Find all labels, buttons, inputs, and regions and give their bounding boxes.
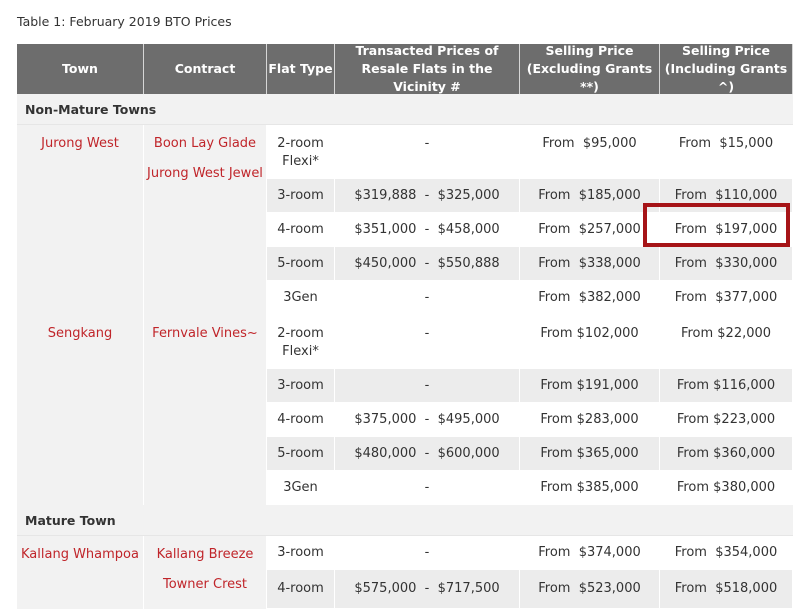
header-contract: Contract	[144, 44, 267, 94]
selling-incl-cell: From $197,000	[660, 213, 793, 247]
section-label: Non-Mature Towns	[17, 94, 793, 125]
flat-type-cell: 4-room	[267, 403, 335, 437]
bto-price-table	[17, 44, 793, 616]
contract-name: Jurong West Jewel	[147, 166, 263, 181]
flat-type-cell: 2-room Flexi*	[267, 125, 335, 179]
flat-type-cell: 3Gen	[267, 471, 335, 505]
resale-price-cell: $319,888 - $325,000	[335, 179, 520, 213]
resale-price-cell: -	[335, 471, 520, 505]
selling-incl-cell: From $15,000	[660, 125, 793, 179]
resale-price-cell: $450,000 - $550,888	[335, 247, 520, 281]
selling-excl-cell: From $283,000	[520, 403, 660, 437]
selling-incl-cell: From $354,000	[660, 536, 793, 570]
selling-excl-cell: From $365,000	[520, 437, 660, 471]
contract-name: Boon Lay Glade	[153, 136, 257, 151]
selling-incl-cell: From $518,000	[660, 570, 793, 609]
selling-incl-cell: From $22,000	[660, 315, 793, 369]
selling-incl-cell: From $110,000	[660, 179, 793, 213]
header-town: Town	[17, 44, 144, 94]
flat-type-cell: 3Gen	[267, 281, 335, 315]
resale-price-cell: $351,000 - $458,000	[335, 213, 520, 247]
selling-incl-cell: From $116,000	[660, 369, 793, 403]
selling-incl-cell: From $360,000	[660, 437, 793, 471]
table-caption: Table 1: February 2019 BTO Prices	[17, 14, 232, 29]
header-resale-prices: Transacted Prices of Resale Flats in the Vicinity #	[335, 44, 520, 94]
flat-type-cell: 3-room	[267, 179, 335, 213]
resale-price-cell: -	[335, 536, 520, 570]
resale-price-cell: $480,000 - $600,000	[335, 437, 520, 471]
highlight-box	[643, 203, 790, 247]
resale-price-cell: -	[335, 369, 520, 403]
town-name: Kallang Whampoa	[17, 536, 144, 609]
flat-type-cell: 3-room	[267, 536, 335, 570]
contract-name: Fernvale Vines~	[152, 326, 258, 341]
contract-list	[144, 536, 267, 609]
selling-incl-cell: From $330,000	[660, 247, 793, 281]
section-label: Mature Town	[17, 505, 793, 536]
resale-price-cell: -	[335, 125, 520, 179]
selling-excl-cell: From $185,000	[520, 179, 660, 213]
town-name: Sengkang	[17, 315, 144, 505]
selling-incl-cell: From $377,000	[660, 281, 793, 315]
contract-list	[144, 315, 267, 505]
selling-incl-cell: From $380,000	[660, 471, 793, 505]
selling-excl-cell: From $338,000	[520, 247, 660, 281]
flat-type-cell: 4-room	[267, 213, 335, 247]
resale-price-cell: $575,000 - $717,500	[335, 570, 520, 609]
header-selling-excl: Selling Price (Excluding Grants **)	[520, 44, 660, 94]
selling-excl-cell: From $374,000	[520, 536, 660, 570]
header-selling-incl: Selling Price (Including Grants ^)	[660, 44, 793, 94]
flat-type-cell: 5-room	[267, 247, 335, 281]
resale-price-cell: -	[335, 281, 520, 315]
selling-excl-cell: From $382,000	[520, 281, 660, 315]
flat-type-cell: 2-room Flexi*	[267, 315, 335, 369]
resale-price-cell: -	[335, 315, 520, 369]
selling-excl-cell: From $191,000	[520, 369, 660, 403]
flat-type-cell: 4-room	[267, 570, 335, 609]
selling-incl-cell: From $223,000	[660, 403, 793, 437]
flat-type-cell: 5-room	[267, 437, 335, 471]
contract-name: Towner Crest	[162, 577, 248, 592]
header-flat-type: Flat Type	[267, 44, 335, 94]
selling-excl-cell: From $385,000	[520, 471, 660, 505]
selling-excl-cell: From $102,000	[520, 315, 660, 369]
selling-excl-cell: From $95,000	[520, 125, 660, 179]
flat-type-cell: 3-room	[267, 369, 335, 403]
town-name: Jurong West	[17, 125, 144, 315]
resale-price-cell: $375,000 - $495,000	[335, 403, 520, 437]
contract-name: Kallang Breeze	[156, 547, 254, 562]
selling-excl-cell: From $523,000	[520, 570, 660, 609]
contract-list	[144, 125, 267, 315]
selling-excl-cell: From $257,000	[520, 213, 660, 247]
